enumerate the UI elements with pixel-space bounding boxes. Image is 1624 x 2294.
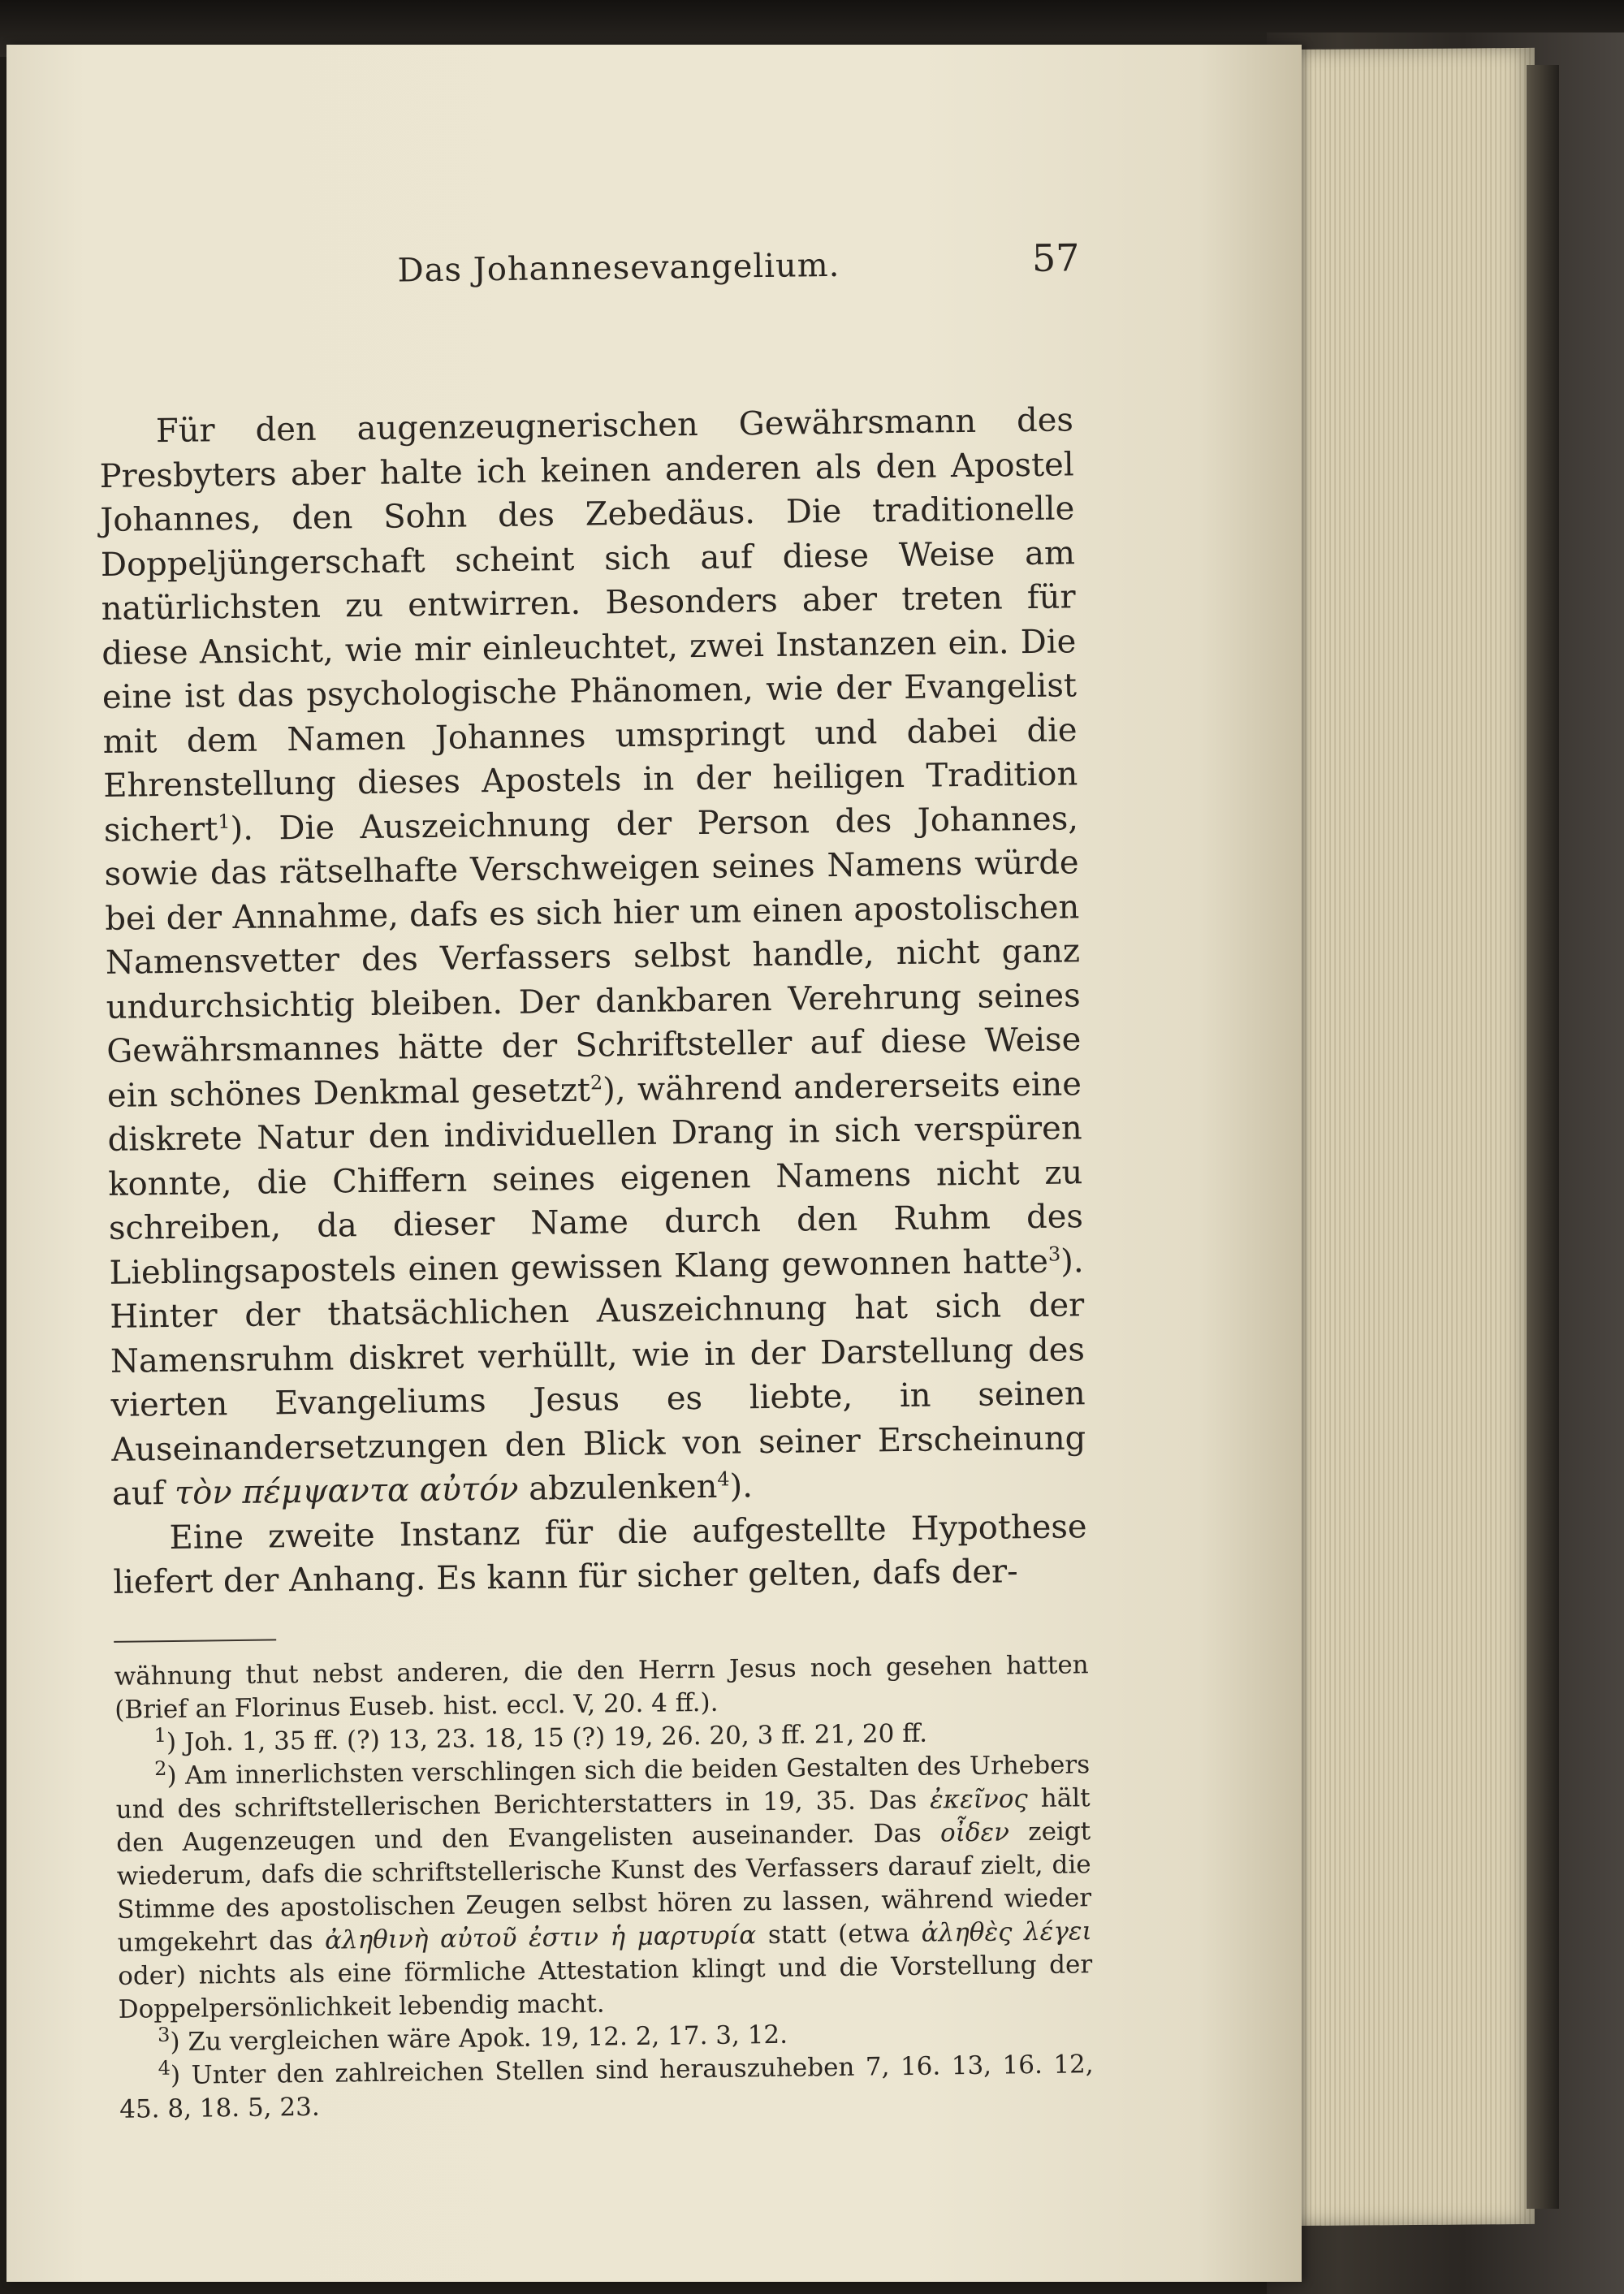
running-title: Das Johannesevangelium. bbox=[397, 246, 840, 290]
greek-word: ἐκεῖνος bbox=[929, 1783, 1028, 1815]
text-run: ), während andererseits eine diskrete Natur den individuellen Drang in sich verspüren konnte, die Chiffern seines eigenen Namens nicht zu schreiben, da dieser Name durch den Ruhm des Lieblingsapostels einen gewissen Klang gewonnen hatte bbox=[107, 1065, 1084, 1292]
body-text bbox=[99, 398, 1088, 1605]
text-run: ). Die Auszeichnung der Person des Johannes, sowie das rätselhafte Verschweigen seines Namens würde bei der Annahme, dafs es sich hier um einen apostolischen Namensvetter des Verfassers selbst handle, nicht ganz undurchsichtig bleiben. Der dankbaren Verehrung seines Gewährsmannes hätte der Schriftsteller auf diese Weise ein schönes Denkmal gesetzt bbox=[104, 799, 1082, 1115]
footnote-mark: 2 bbox=[153, 1756, 167, 1780]
page-content bbox=[96, 154, 1094, 2126]
book-page bbox=[6, 45, 1302, 2282]
page-header bbox=[96, 154, 1080, 290]
text-run: Für den augenzeugnerischen Gewährsmann des Presbyters aber halte ich keinen anderen als den Apostel Johannes, den Sohn des Zebedäus. Die traditionelle Doppeljüngerschaft scheint sich auf diese Weise am natürlichsten zu entwirren. Besonders aber treten für diese Ansicht, wie mir einleuchtet, zwei Instanzen ein. Die eine ist das psychologische Phänomen, wie der Evangelist mit dem Namen Johannes umspringt und dabei die Ehrenstellung dieses Apostels in der heiligen Tradition sichert bbox=[99, 401, 1078, 849]
footnote-4 bbox=[119, 2048, 1094, 2127]
page-edges-shadow bbox=[1527, 65, 1559, 2209]
footnote-mark: 1 bbox=[153, 1723, 167, 1747]
page-number: 57 bbox=[1031, 235, 1080, 280]
footnote-mark: 4 bbox=[158, 2056, 171, 2080]
footnote-mark: 3 bbox=[157, 2023, 171, 2046]
greek-phrase: ἀληθὲς λέγει bbox=[921, 1916, 1092, 1948]
footnote-text: hält den Augenzeugen und den Evangelisten auseinander. Das bbox=[116, 1782, 1091, 1858]
footnote-ref-3: 3 bbox=[1047, 1242, 1061, 1265]
greek-word: οἶδεν bbox=[939, 1817, 1010, 1847]
footnote-text: ) Unter den zahlreichen Stellen sind herauszuheben 7, 16. 13, 16. 12, 45. 8, 18. 5, 23. bbox=[119, 2049, 1094, 2124]
footnote-text: ) Am innerlichsten verschlingen sich die beiden Gestalten des Urhebers und des schriftstellerischen Berichterstatters in 19, 35. Das bbox=[115, 1749, 1091, 1825]
footnote-2 bbox=[115, 1748, 1093, 2027]
text-run: abzulenken bbox=[528, 1467, 718, 1508]
footnote-ref-2: 2 bbox=[590, 1070, 603, 1094]
footnote-text: statt (etwa bbox=[767, 1918, 910, 1950]
text-run: ). bbox=[729, 1467, 754, 1506]
footnote-text: oder) nichts als eine förmliche Attestation klingt und die Vorstellung der Doppelpersönlichkeit lebendig macht. bbox=[118, 1949, 1093, 2024]
footnote-text: zeigt wiederum, dafs die schriftstellerische Kunst des Verfassers darauf zielt, die Stimme des apostolischen Zeugen selbst hören zu lassen, während wieder umgekehrt das bbox=[116, 1816, 1092, 1958]
footnote-ref-1: 1 bbox=[218, 810, 231, 833]
paragraph-2: Eine zweite Instanz für die aufgestellte Hypothese liefert der Anhang. Es kann für sicher gelten, dafs der- bbox=[113, 1507, 1087, 1601]
footnote-text: ) Joh. 1, 35 ff. (?) 13, 23. 18, 15 (?) 19, 26. 20, 3 ff. 21, 20 ff. bbox=[166, 1718, 928, 1757]
footnotes bbox=[114, 1648, 1094, 2127]
page-edges bbox=[1283, 48, 1535, 2226]
greek-phrase: ἀληθινὴ αὐτοῦ ἐστιν ἡ μαρτυρία bbox=[324, 1920, 757, 1955]
footnote-continuation: wähnung thut nebst anderen, die den Herrn Jesus noch gesehen hatten (Brief an Florinus Euseb. hist. eccl. V, 20. 4 ff.). bbox=[114, 1649, 1089, 1725]
footnote-separator bbox=[114, 1639, 276, 1642]
greek-phrase: τὸν πέμψαντα αὐτόν bbox=[174, 1470, 519, 1512]
text-run: ). Hinter der thatsächlichen Auszeichnung hat sich der Namensruhm diskret verhüllt, wie in der Darstellung des vierten Evangeliums Jesus es liebte, in seinen Auseinandersetzungen den Blick von seiner Erscheinung auf bbox=[110, 1242, 1086, 1513]
footnote-text: ) Zu vergleichen wäre Apok. 19, 12. 2, 17. 3, 12. bbox=[170, 2020, 788, 2057]
paragraph-1 bbox=[99, 398, 1087, 1516]
footnote-ref-4: 4 bbox=[717, 1467, 730, 1491]
